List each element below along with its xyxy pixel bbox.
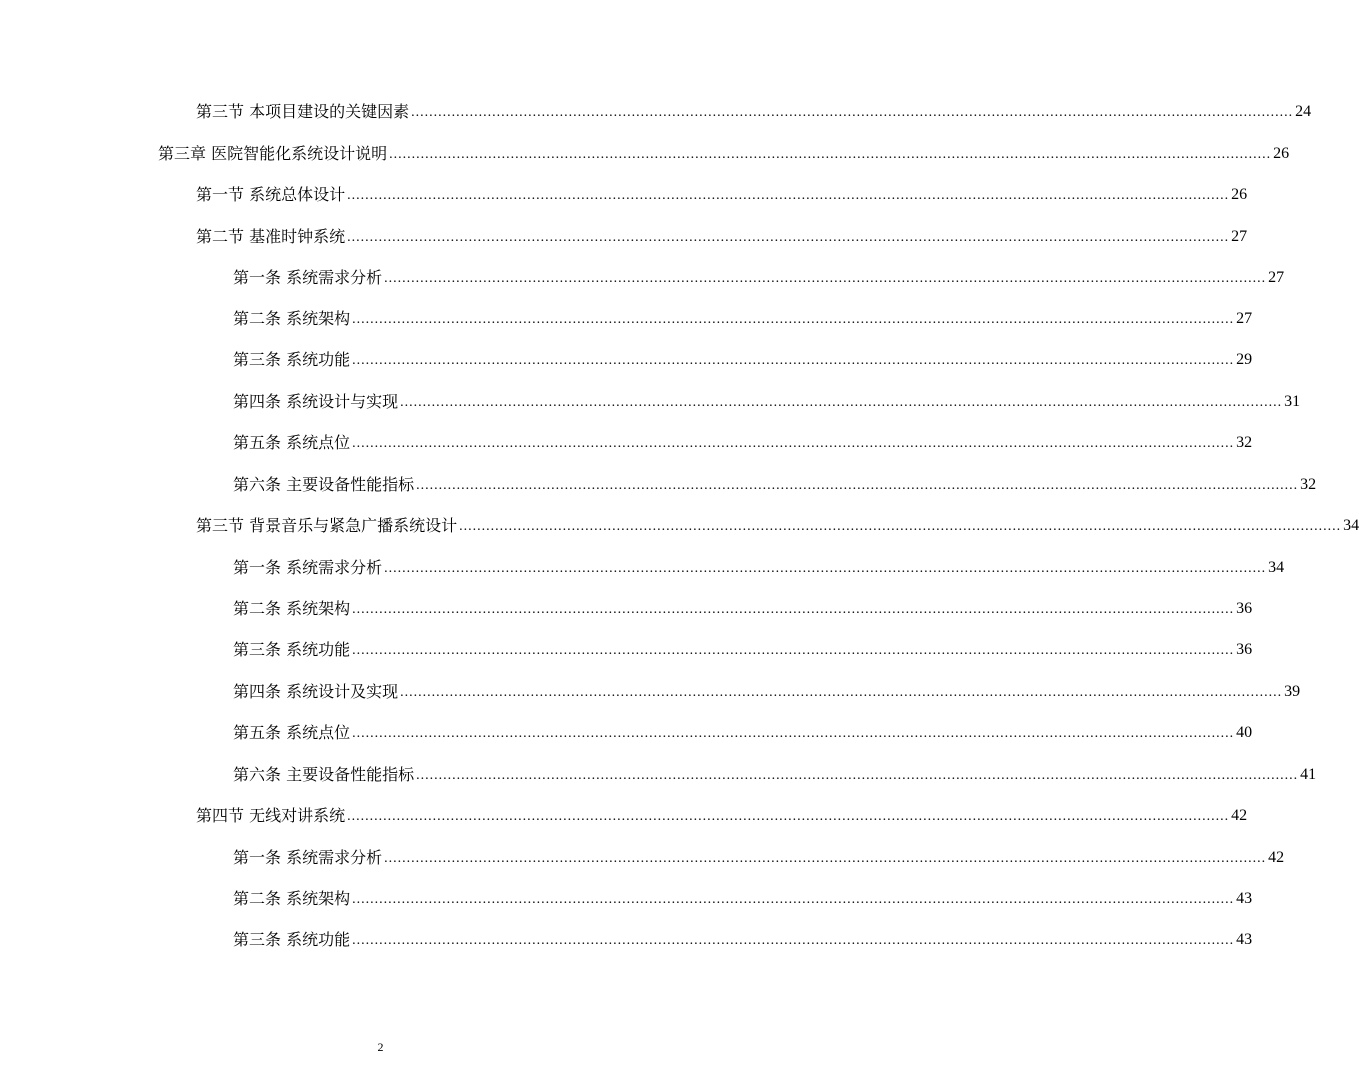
toc-dot-leader: ....................................................................................................................................................................................................: [347, 188, 1230, 203]
toc-entry[interactable]: [233, 589, 1253, 619]
toc-page-number: 31: [1284, 393, 1301, 410]
toc-entry[interactable]: [233, 258, 1285, 288]
toc-page-number: 26: [1273, 145, 1290, 162]
toc-entry[interactable]: [233, 465, 1317, 495]
toc-page-number: 27: [1231, 228, 1248, 245]
toc-entry-title: 第四节 无线对讲系统: [196, 806, 346, 825]
toc-page-number: 42: [1231, 807, 1248, 824]
toc-page-number: 36: [1236, 641, 1253, 658]
toc-dot-leader: ....................................................................................................................................................................................................: [459, 519, 1342, 534]
toc-dot-leader: ....................................................................................................................................................................................................: [400, 395, 1283, 410]
toc-entry-title: 第二节 基准时钟系统: [196, 227, 346, 246]
toc-entry[interactable]: [233, 382, 1301, 412]
toc-entry[interactable]: [233, 340, 1253, 370]
toc-entry[interactable]: [233, 630, 1253, 660]
toc-entry[interactable]: [233, 713, 1253, 743]
toc-entry-title: 第一条 系统需求分析: [233, 268, 383, 287]
toc-dot-leader: ....................................................................................................................................................................................................: [416, 768, 1299, 783]
toc-entry-title: 第三节 本项目建设的关键因素: [196, 102, 410, 121]
toc-entry[interactable]: [196, 175, 1248, 205]
toc-entry[interactable]: [233, 755, 1317, 785]
toc-entry-title: 第一条 系统需求分析: [233, 558, 383, 577]
toc-entry-title: 第五条 系统点位: [233, 433, 351, 452]
toc-page-number: 27: [1268, 269, 1285, 286]
toc-dot-leader: ....................................................................................................................................................................................................: [384, 561, 1267, 576]
toc-entry-title: 第一节 系统总体设计: [196, 185, 346, 204]
toc-page-number: 36: [1236, 600, 1253, 617]
toc-page-number: 39: [1284, 683, 1301, 700]
toc-dot-leader: ....................................................................................................................................................................................................: [352, 312, 1235, 327]
toc-entry-title: 第一条 系统需求分析: [233, 848, 383, 867]
toc-page-number: 29: [1236, 351, 1253, 368]
toc-dot-leader: ....................................................................................................................................................................................................: [352, 726, 1235, 741]
toc-entry[interactable]: [233, 423, 1253, 453]
toc-dot-leader: ....................................................................................................................................................................................................: [347, 809, 1230, 824]
toc-entry[interactable]: [233, 838, 1285, 868]
toc-entry-title: 第四条 系统设计及实现: [233, 682, 399, 701]
page-number: 2: [377, 1040, 384, 1054]
toc-entry-title: 第二条 系统架构: [233, 889, 351, 908]
toc-page-number: 24: [1295, 103, 1312, 120]
toc-dot-leader: ....................................................................................................................................................................................................: [411, 105, 1294, 120]
toc-entry[interactable]: [233, 920, 1253, 950]
toc-entry-title: 第四条 系统设计与实现: [233, 392, 399, 411]
toc-dot-leader: ....................................................................................................................................................................................................: [347, 230, 1230, 245]
toc-entry-title: 第三条 系统功能: [233, 930, 351, 949]
toc-entry-title: 第六条 主要设备性能指标: [233, 765, 415, 784]
toc-dot-leader: ....................................................................................................................................................................................................: [384, 851, 1267, 866]
toc-page-number: 41: [1300, 766, 1317, 783]
toc-entry[interactable]: [233, 548, 1285, 578]
toc-page-number: 40: [1236, 724, 1253, 741]
toc-entry[interactable]: [158, 134, 1290, 164]
toc-entry[interactable]: [233, 879, 1253, 909]
toc-entry-title: 第三条 系统功能: [233, 640, 351, 659]
toc-page-number: 34: [1268, 559, 1285, 576]
toc-entry[interactable]: [196, 92, 1312, 122]
toc-page-number: 27: [1236, 310, 1253, 327]
toc-entry[interactable]: [196, 217, 1248, 247]
toc-entry[interactable]: [196, 506, 1359, 536]
toc-dot-leader: ....................................................................................................................................................................................................: [416, 478, 1299, 493]
toc-dot-leader: ....................................................................................................................................................................................................: [352, 643, 1235, 658]
toc-page-number: 32: [1300, 476, 1317, 493]
toc-page-number: 26: [1231, 186, 1248, 203]
toc-entry[interactable]: [196, 796, 1248, 826]
toc-entry[interactable]: [233, 299, 1253, 329]
toc-page-number: 42: [1268, 849, 1285, 866]
toc-entry-title: 第三章 医院智能化系统设计说明: [158, 144, 388, 163]
toc-entry[interactable]: [233, 672, 1301, 702]
toc-dot-leader: ....................................................................................................................................................................................................: [352, 933, 1235, 948]
toc-entry-title: 第六条 主要设备性能指标: [233, 475, 415, 494]
toc-dot-leader: ....................................................................................................................................................................................................: [352, 436, 1235, 451]
toc-page-number: 43: [1236, 931, 1253, 948]
toc-dot-leader: ....................................................................................................................................................................................................: [352, 353, 1235, 368]
toc-dot-leader: ....................................................................................................................................................................................................: [389, 147, 1272, 162]
toc-dot-leader: ....................................................................................................................................................................................................: [400, 685, 1283, 700]
toc-entry-title: 第三节 背景音乐与紧急广播系统设计: [196, 516, 458, 535]
toc-page-number: 43: [1236, 890, 1253, 907]
toc-page-number: 32: [1236, 434, 1253, 451]
toc-entry-title: 第二条 系统架构: [233, 309, 351, 328]
toc-dot-leader: ....................................................................................................................................................................................................: [352, 892, 1235, 907]
toc-entry-title: 第三条 系统功能: [233, 350, 351, 369]
toc-page-number: 34: [1343, 517, 1359, 534]
toc-entry-title: 第五条 系统点位: [233, 723, 351, 742]
toc-entry-title: 第二条 系统架构: [233, 599, 351, 618]
toc-dot-leader: ....................................................................................................................................................................................................: [384, 271, 1267, 286]
toc-dot-leader: ....................................................................................................................................................................................................: [352, 602, 1235, 617]
